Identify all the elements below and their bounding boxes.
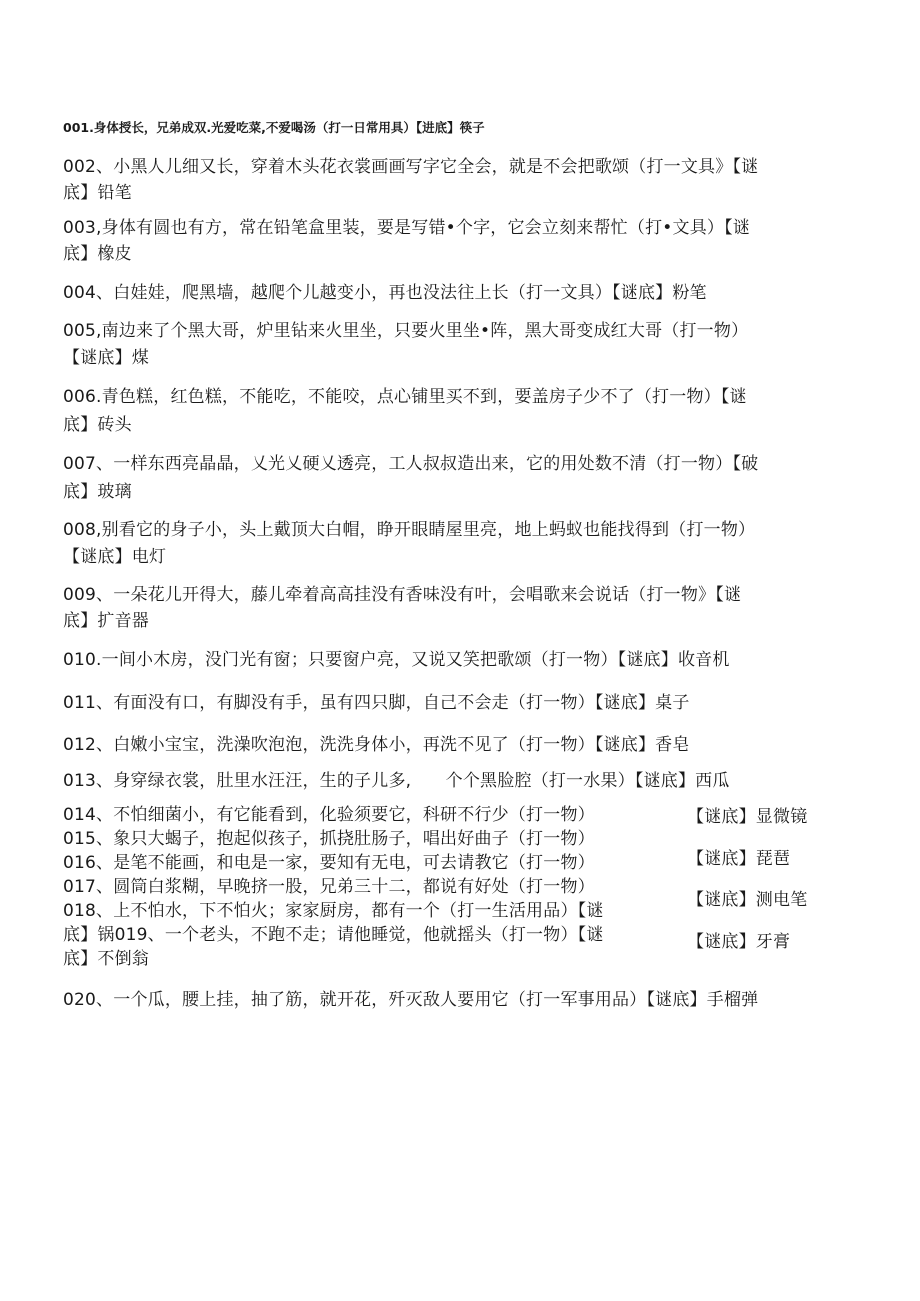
riddle-006-cont: 底】砖头 [63,415,132,435]
riddle-003: 003,身体有圆也有方，常在铅笔盒里装，要是写错•个字，它会立刻来帮忙（打•文具）【谜 [63,218,751,238]
riddle-009-cont: 底】扩音器 [63,611,149,631]
riddle-004: 004、白娃娃，爬黑墙，越爬个儿越变小，再也没法往上长（打一文具）【谜底】粉笔 [63,283,707,303]
riddle-010: 010.一间小木房，没门光有窗；只要窗户亮，又说又笑把歌颂（打一物）【谜底】收音机 [63,650,730,670]
answer-toothpaste: 【谜底】牙膏 [687,932,791,952]
riddle-009: 009、一朵花儿开得大，藤儿牵着高高挂没有香味没有叶，会唱歌来会说话（打一物》【谜 [63,585,742,605]
riddle-011: 011、有面没有口，有脚没有手，虽有四只脚，自己不会走（打一物）【谜底】桌子 [63,693,690,713]
riddle-015: 015、象只大蝎子，抱起似孩子，抓挠肚肠子，唱出好曲子（打一物） [63,829,595,849]
riddle-017: 017、圆筒白浆糊，早晚挤一股，兄弟三十二，都说有好处（打一物） [63,877,595,897]
riddle-008: 008,别看它的身子小，头上戴顶大白帽，睁开眼睛屋里亮，地上蚂蚁也能找得到（打一物） [63,520,756,540]
answer-test-pen: 【谜底】测电笔 [687,890,808,910]
riddle-014: 014、不怕细菌小，有它能看到，化验须要它，科研不行少（打一物） [63,805,595,825]
riddle-005: 005,南边来了个黑大哥，炉里钻来火里坐，只要火里坐•阵，黑大哥变成红大哥（打一物） [63,321,749,341]
riddle-018-019: 底】锅019、一个老头，不跑不走；请他睡觉，他就摇头（打一物）【谜 [63,925,604,945]
riddle-002-cont: 底】铅笔 [63,183,132,203]
riddle-005-cont: 【谜底】煤 [63,348,149,368]
riddle-007-cont: 底】玻璃 [63,482,132,502]
riddle-013: 013、身穿绿衣裳，肚里水汪汪，生的子儿多, 个个黑脸腔（打一水果）【谜底】西瓜 [63,771,730,791]
riddle-019-cont: 底】不倒翁 [63,949,149,969]
riddle-016: 016、是笔不能画，和电是一家，要知有无电，可去请教它（打一物） [63,853,595,873]
answer-microscope: 【谜底】显微镜 [687,807,808,827]
riddle-012: 012、白嫩小宝宝，洗澡吹泡泡，洗洗身体小，再洗不见了（打一物）【谜底】香皂 [63,735,690,755]
riddle-002: 002、小黑人儿细又长，穿着木头花衣裳画画写字它全会，就是不会把歌颂（打一文具》【谜 [63,157,759,177]
riddle-020: 020、一个瓜，腰上挂，抽了筋，就开花，歼灭敌人要用它（打一军事用品）【谜底】手榴弹 [63,990,759,1010]
riddle-001: 001.身体授长，兄弟成双.光爱吃菜,不爱喝汤（打一日常用具）【进底】筷子 [63,120,485,135]
riddle-008-cont: 【谜底】电灯 [63,547,167,567]
riddle-007: 007、一样东西亮晶晶，乂光乂硬乂透亮，工人叔叔造出来，它的用处数不清（打一物）【破 [63,454,759,474]
answer-pipa: 【谜底】琵琶 [687,849,791,869]
riddle-003-cont: 底】橡皮 [63,244,132,264]
riddle-018: 018、上不怕水，下不怕火；家家厨房，都有一个（打一生活用品）【谜 [63,901,604,921]
riddle-006: 006.青色糕，红色糕，不能吃，不能咬，点心铺里买不到，要盖房子少不了（打一物）【谜 [63,387,747,407]
